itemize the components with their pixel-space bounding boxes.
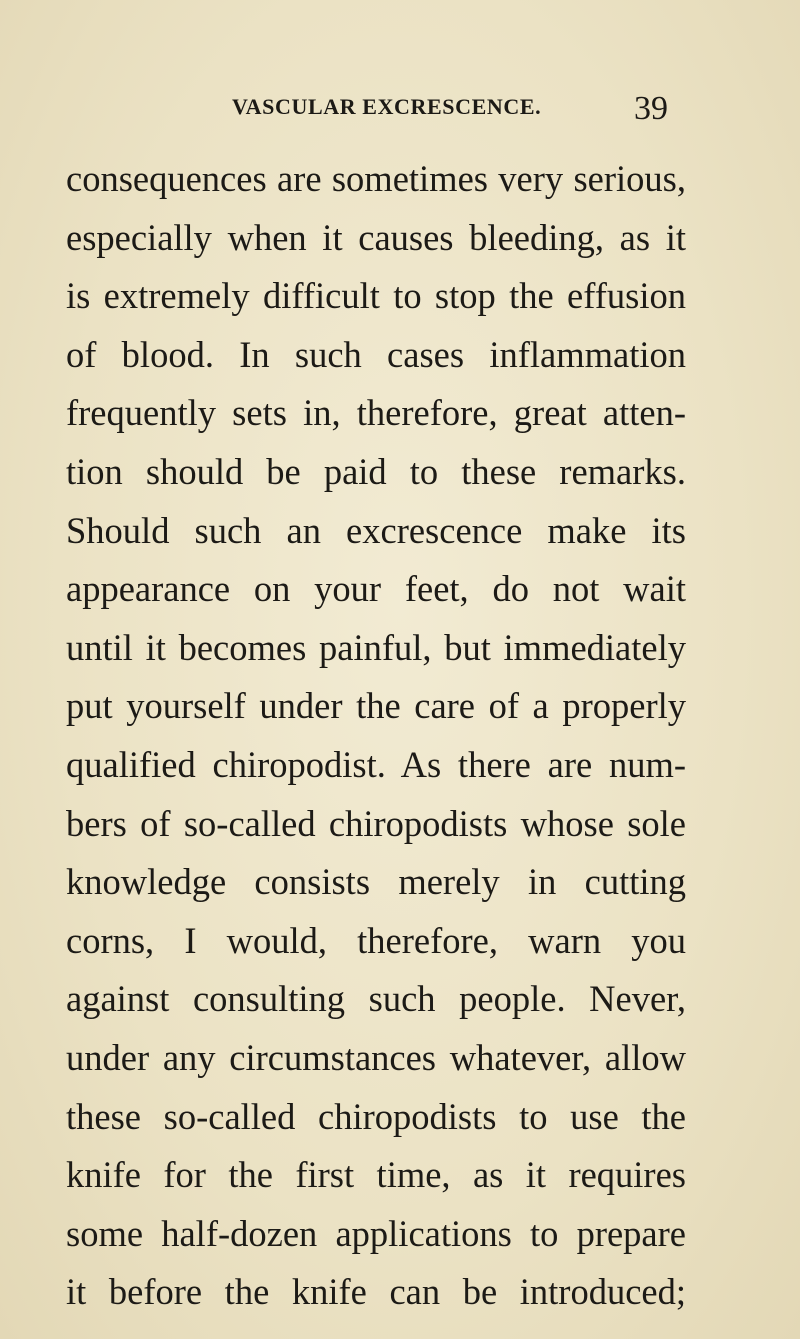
- text-line: it before the knife can be introduced;: [66, 1271, 686, 1313]
- text-line: corns, I would, therefore, warn you: [66, 919, 686, 961]
- text-line: bers of so-called chiropodists whose sole: [66, 802, 686, 844]
- text-line: until it becomes painful, but immediately: [66, 626, 686, 668]
- text-line: Should such an excrescence make its: [66, 509, 686, 551]
- text-line: of blood. In such cases inflammation: [66, 333, 686, 375]
- text-line: especially when it causes bleeding, as it: [66, 216, 686, 258]
- text-line: knowledge consists merely in cutting: [66, 861, 686, 903]
- page-header: [0, 92, 800, 132]
- text-line: put yourself under the care of a properly: [66, 685, 686, 727]
- text-line: tion should be paid to these remarks.: [66, 450, 686, 492]
- body-text: [66, 150, 686, 1322]
- text-line: consequences are sometimes very serious,: [66, 158, 686, 199]
- text-line: against consulting such people. Never,: [66, 978, 686, 1020]
- text-line: frequently sets in, therefore, great atten-: [66, 392, 686, 434]
- text-line: qualified chiropodist. As there are num-: [66, 743, 686, 785]
- page-number: 39: [634, 90, 668, 127]
- text-line: knife for the first time, as it requires: [66, 1154, 686, 1196]
- text-line: these so-called chiropodists to use the: [66, 1095, 686, 1137]
- text-line: under any circumstances whatever, allow: [66, 1036, 686, 1078]
- text-line: some half-dozen applications to prepare: [66, 1212, 686, 1254]
- running-head: VASCULAR EXCRESCENCE.: [232, 94, 542, 119]
- text-line: appearance on your feet, do not wait: [66, 568, 686, 610]
- text-line: is extremely difficult to stop the effusion: [66, 275, 686, 317]
